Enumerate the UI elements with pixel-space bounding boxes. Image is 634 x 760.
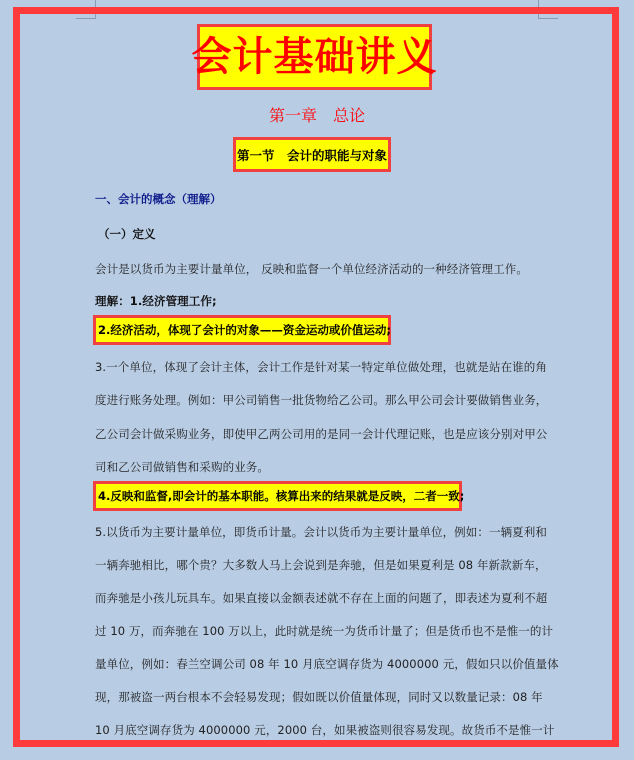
point-5-line: 一辆奔驰相比，哪个贵？大多数人马上会说到是奔驰，但是如果夏利是 08 年新款新车， — [95, 558, 547, 572]
understanding-point-1: 理解：1.经济管理工作; — [95, 294, 217, 308]
point-3-line: 3.一个单位，体现了会计主体，会计工作是针对某一特定单位做处理，也就是站在谁的角 — [95, 360, 547, 374]
highlight-point-4-text: 4.反映和监督,即会计的基本职能。核算出来的结果就是反映，二者一致; — [98, 489, 465, 503]
point-5-line: 过 10 万，而奔驰在 100 万以上，此时就是统一为货币计量了；但是货币也不是惟一的计 — [95, 624, 554, 638]
point-3-line: 乙公司会计做采购业务，即使甲乙两公司用的是同一会计代理记账，也是应该分别对甲公 — [95, 427, 548, 441]
document-title: 会计基础讲义 — [191, 34, 438, 80]
heading-concept: 一、会计的概念（理解） — [95, 192, 222, 206]
title-box — [191, 24, 438, 90]
point-5-line: 10 月底空调存货为 4000000 元，2000 台，如果被盗则很容易发现。故货币不是惟一计 — [95, 723, 555, 737]
point-5-line: 量单位，例如：春兰空调公司 08 年 10 月底空调存货为 4000000 元，假如只以价值量体 — [95, 657, 559, 671]
heading-definition: （一）定义 — [98, 227, 156, 241]
highlight-box-point-2 — [93, 315, 391, 345]
highlight-point-2-text: 2.经济活动，体现了会计的对象——资金运动或价值运动; — [98, 323, 391, 337]
point-5-line: 而奔驰是小孩儿玩具车。如果直接以金额表述就不存在上面的问题了，即表述为夏利不超 — [95, 591, 548, 605]
highlight-box-point-4 — [93, 481, 465, 511]
point-5-line: 现，那被盗一两台根本不会轻易发现；假如既以价值量体现，同时又以数量记录：08 年 — [95, 690, 543, 704]
section-box — [233, 137, 391, 172]
point-3-line: 度进行账务处理。例如：甲公司销售一批货物给乙公司。那么甲公司会计要做销售业务， — [95, 393, 548, 407]
point-3-line: 司和乙公司做销售和采购的业务。 — [95, 460, 269, 474]
section-heading: 第一节 会计的职能与对象 — [236, 147, 387, 163]
definition-paragraph: 会计是以货币为主要计量单位， 反映和监督一个单位经济活动的一种经济管理工作。 — [95, 262, 528, 276]
point-5-line: 5.以货币为主要计量单位，即货币计量。会计以货币为主要计量单位，例如：一辆夏利和 — [95, 525, 547, 539]
chapter-heading: 第一章 总论 — [268, 106, 365, 125]
